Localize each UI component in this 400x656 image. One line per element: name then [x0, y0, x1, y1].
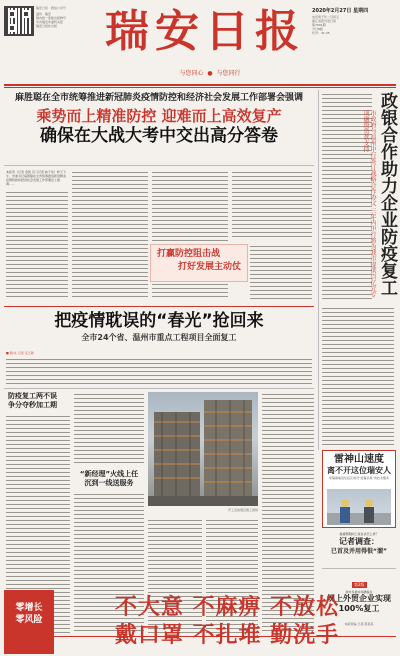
- date-block: 2020年2月27日 星期四 农历庚子年二月初五 浙江省报刊发行局 第7001期 今日8版 代号：31-35: [312, 8, 396, 35]
- masthead-left-info: 温州 · 瑞安 国内统一连续出版物号 中共瑞安市委机关报 瑞安日报社出版: [36, 12, 67, 28]
- lunar-date: 农历庚子年二月初五: [312, 15, 340, 19]
- badge-line-2: 打好发展主动仗: [177, 262, 241, 272]
- masthead-rule: [4, 84, 396, 86]
- promo-headline-1: 雷神山速度: [334, 454, 384, 465]
- issue-date: 2020年2月27日 星期四: [312, 8, 369, 14]
- qa-title: 记者调查：: [339, 537, 379, 546]
- footer-left-line-2: 零风险: [15, 615, 43, 625]
- lead-body-col-2: [72, 170, 148, 300]
- fdi-headline: 规上外贸企业实现 100%复工: [327, 594, 391, 613]
- footer-slogan-2: 戴口罩 不扎堆 勤洗手: [114, 623, 340, 648]
- promo-box: [322, 450, 396, 528]
- fdi-line-1: 我市多措并举确保在: [345, 590, 373, 594]
- lead-snippet: 本报讯（记者 金凯 见习记者 林子亮）昨天下午，市委书记麻胜聪在全市统筹推进新冠肺炎疫情防控和经济社会发展工作部署会上强调……: [6, 170, 68, 190]
- campaign-badge: [150, 244, 248, 282]
- promo-sub: 荣瑞幕墙进驻疫区建设“疫魔杀星”的技术服务: [328, 476, 390, 480]
- footer-left-line-1: 零增长: [15, 603, 43, 613]
- qa-headline: 已首及并用得很“溜”: [331, 548, 387, 555]
- photo-caption: 开工后的项目施工现场: [227, 508, 258, 512]
- second-subtitle-a: 防疫复工两不误 争分夺秒加工期: [8, 392, 57, 409]
- newspaper-title: 瑞安日报: [105, 6, 305, 57]
- second-byline: ■ 图/文 记者 毛王敏: [6, 351, 34, 355]
- qr-caption: 瑞安日报 · 微信公众号: [36, 6, 66, 10]
- promo-photo: [327, 489, 391, 525]
- lead-headline-1: 乘势而上精准防控 迎难而上高效复产: [36, 107, 282, 125]
- lead-headline-2: 确保在大战大考中交出高分答卷: [40, 126, 278, 146]
- slogan-row: 与您同心 ● 与您同行: [179, 70, 241, 77]
- fdi-tag: 第2版: [354, 582, 365, 587]
- second-col-2: [74, 392, 144, 466]
- lead-body-col-4: [232, 170, 312, 238]
- masthead: [0, 0, 400, 84]
- second-subtitle-b: “新经理”火线上任 沉到一线送服务: [79, 470, 139, 487]
- footer-slogan-1: 不大意 不麻痹 不放松: [114, 595, 340, 620]
- lead-kicker: 麻胜聪在全市统筹推进新冠肺炎疫情防控和经济社会发展工作部署会强调: [14, 93, 303, 103]
- second-intro: [6, 357, 312, 385]
- qa-line-1: 做援鄂期间上班自杀怎么样？: [339, 532, 379, 536]
- footer-slogans: [58, 594, 396, 654]
- qa-box: [322, 532, 396, 566]
- promo-photo-art: [327, 489, 391, 525]
- second-subhead: 全市24个省、温州市重点工程项目全面复工: [81, 333, 237, 342]
- promo-headline-2: 离不开这位瑞安人: [327, 466, 391, 475]
- side-subhead: 市政府与温州中行签订战略合作协议 三年内中行将为我市提供百亿元专项融资贷款支持: [362, 110, 376, 298]
- construction-photo-art: [148, 392, 258, 506]
- slogan-left: 与您同心: [179, 70, 204, 77]
- second-story-header: [4, 310, 314, 343]
- construction-photo: [148, 392, 258, 506]
- footer-left-box: [4, 590, 54, 654]
- second-headline: 把疫情耽误的“春光”抢回来: [54, 311, 264, 331]
- qr-code: [4, 6, 34, 36]
- side-vertical-headline: 政银合作助力企业防疫复工: [377, 92, 397, 296]
- badge-line-1: 打赢防控阻击战: [157, 249, 221, 259]
- page-editors: 本版责编 王某 陈某某: [344, 622, 374, 626]
- slogan-right: 与您同行: [216, 70, 241, 77]
